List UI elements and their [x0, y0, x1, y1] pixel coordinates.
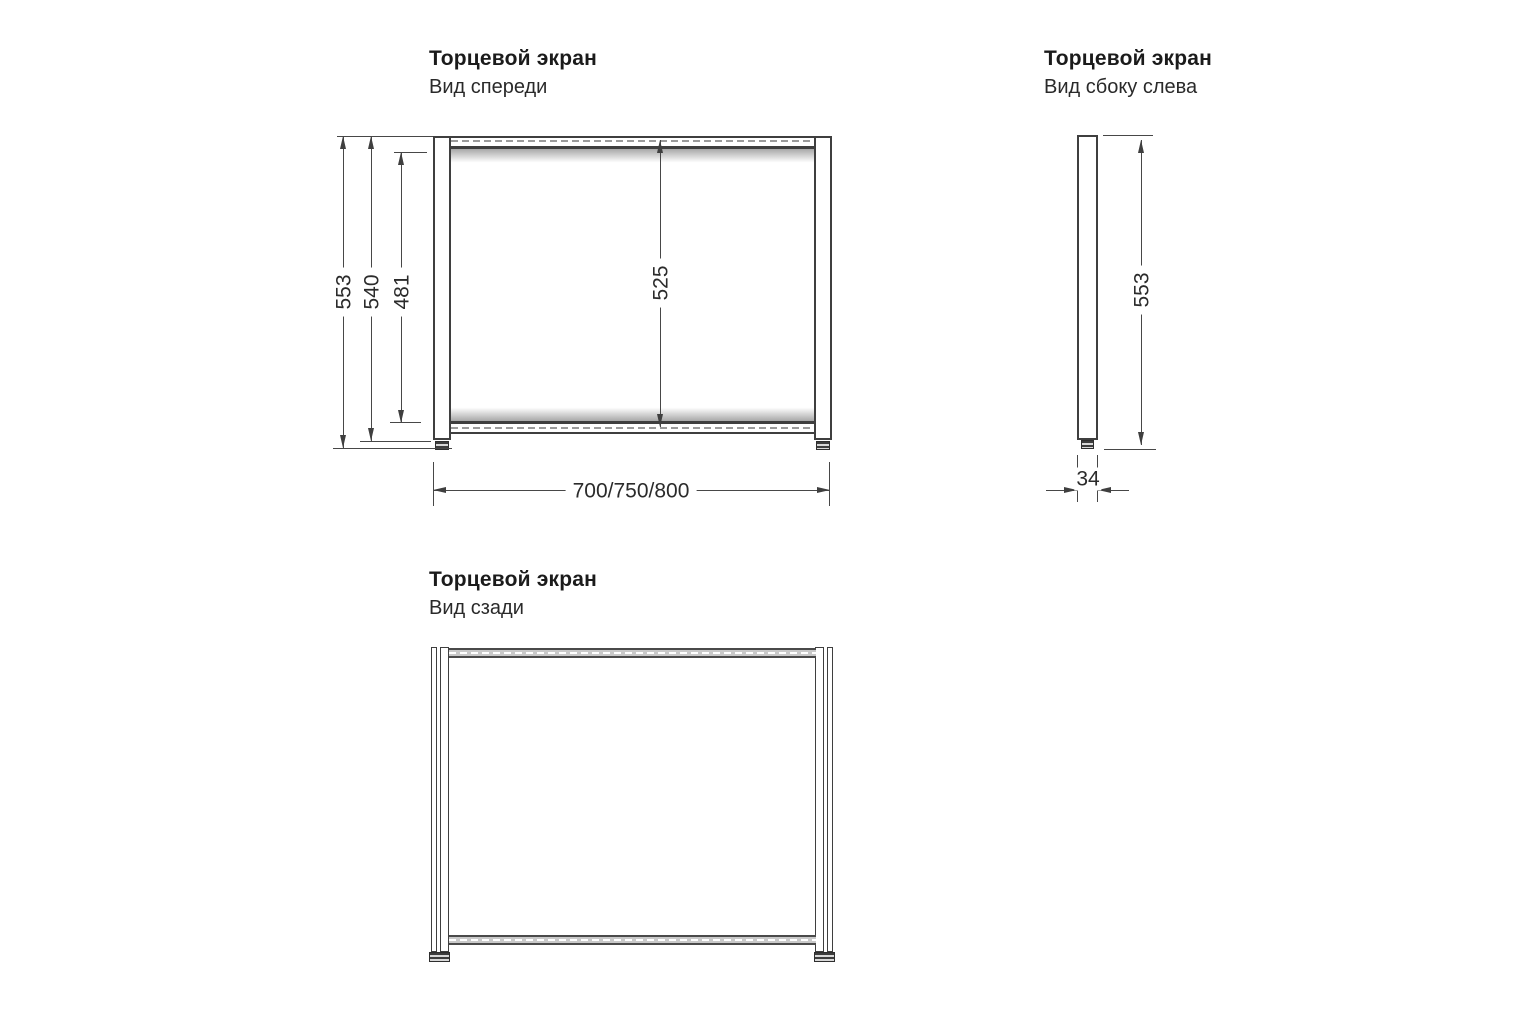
- front-bottom-rail-shadow: [451, 406, 814, 421]
- back-view-title: Торцевой экран: [429, 568, 598, 591]
- back-left-post-inner-strip: [440, 647, 449, 952]
- front-dim-553-label: 553: [332, 267, 357, 316]
- front-ext-553-bottom: [333, 448, 452, 449]
- front-left-post: [433, 136, 451, 440]
- back-top-rail: [449, 648, 816, 658]
- back-left-post-outer-strip: [431, 647, 437, 952]
- back-view-header: [429, 568, 597, 620]
- side-view-subtitle: Вид сбоку слева: [1044, 76, 1198, 98]
- side-dim-553-arrow-down: [1138, 432, 1144, 445]
- side-foot: [1081, 440, 1094, 449]
- front-dim-width-arrow-left: [433, 487, 446, 493]
- front-dim-width-label: 700/750/800: [566, 479, 697, 504]
- front-top-rail-shadow: [451, 149, 814, 164]
- back-top-rail-dashed-line: [449, 652, 816, 654]
- front-view-subtitle: Вид спереди: [429, 76, 548, 98]
- back-bottom-rail: [449, 935, 816, 945]
- front-bottom-rail-edge: [451, 432, 814, 434]
- side-dim-553-label: 553: [1130, 265, 1155, 314]
- front-right-post: [814, 136, 832, 440]
- front-bottom-rail-dashed-line: [451, 427, 814, 429]
- side-dim-553-arrow-up: [1138, 140, 1144, 153]
- back-right-post-inner-strip: [815, 647, 824, 952]
- front-dim-481-arrow-up: [398, 152, 404, 165]
- side-view-title: Торцевой экран: [1044, 47, 1213, 70]
- front-width-ext-right: [829, 462, 830, 506]
- front-ext-top: [337, 136, 433, 137]
- front-width-ext-left: [433, 462, 434, 506]
- back-right-post-outer-strip: [827, 647, 833, 952]
- front-dim-481-label: 481: [390, 267, 415, 316]
- back-left-foot: [429, 952, 450, 962]
- front-dim-553-arrow-down: [340, 435, 346, 448]
- front-bottom-rail-top-edge: [451, 421, 814, 424]
- back-view-subtitle: Вид сзади: [429, 597, 524, 619]
- front-ext-540-bottom: [360, 441, 431, 442]
- front-dim-525-arrow-up: [657, 140, 663, 153]
- front-view-title: Торцевой экран: [429, 47, 598, 70]
- side-post: [1077, 135, 1098, 440]
- front-dim-481-arrow-down: [398, 410, 404, 423]
- front-dim-540-arrow-up: [368, 136, 374, 149]
- front-dim-525-label: 525: [649, 258, 674, 307]
- side-ext-553-top: [1103, 135, 1153, 136]
- front-top-rail-edge: [451, 136, 814, 138]
- front-top-rail-dashed-line: [451, 140, 814, 142]
- front-right-foot: [816, 441, 830, 450]
- side-view-header: [1044, 47, 1212, 99]
- side-ext-553-bottom: [1104, 449, 1156, 450]
- front-dim-540-arrow-down: [368, 428, 374, 441]
- side-dim-34-label: 34: [1076, 467, 1100, 491]
- front-dim-553-arrow-up: [340, 136, 346, 149]
- front-view-header: [429, 47, 597, 99]
- front-ext-481-bottom: [390, 422, 421, 423]
- back-bottom-rail-dashed-line: [449, 939, 816, 941]
- front-dim-540-label: 540: [360, 267, 385, 316]
- front-dim-525-arrow-down: [657, 414, 663, 427]
- back-right-foot: [814, 952, 835, 962]
- front-dim-width-arrow-right: [817, 487, 830, 493]
